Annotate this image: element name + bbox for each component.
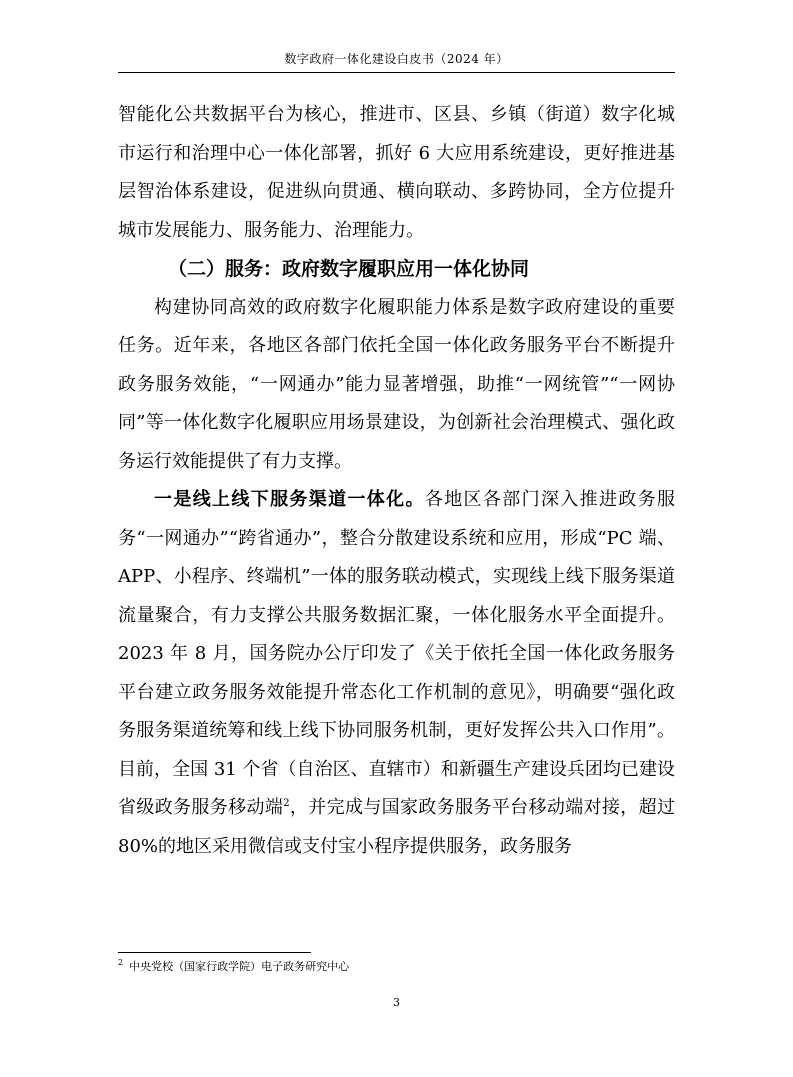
page-number: 3 [393,996,400,1009]
paragraph-channels [118,481,675,866]
running-header: 数字政府一体化建设白皮书（2024 年） [284,52,509,66]
footnote-number: 2 [118,958,124,968]
footnote-text: 中央党校（国家行政学院）电子政务研究中心 [129,960,350,973]
paragraph-intro: 构建协同高效的政府数字化履职能力体系是数字政府建设的重要任务。近年来，各地区各部门依托全国一体化政务服务平台不断提升政务服务效能，“一网通办”能力显著增强，助推“一网统管”“一网协同”等一体化数字化履职应用场景建设，为创新社会治理模式、强化政务运行效能提供了有力支撑。 [118,296,675,472]
body-text [118,96,675,866]
footnote-reference[interactable]: 2 [283,798,290,809]
footnote [118,960,675,974]
paragraph-tail: ，并完成与国家政务服务平台移动端对接，超过 80%的地区采用微信或支付宝小程序提供服务，政务服务 [118,797,675,857]
footnote-divider [118,952,311,953]
paragraph-continuation: 智能化公共数据平台为核心，推进市、区县、乡镇（街道）数字化城市运行和治理中心一体化部署，抓好 6 大应用系统建设，更好推进基层智治体系建设，促进纵向贯通、横向联动、多跨协同，全方位提升城市发展能力、服务能力、治理能力。 [118,104,675,241]
section-heading: （二）服务：政府数字履职应用一体化协同 [168,258,530,280]
paragraph-body: 各地区各部门深入推进政务服务“一网通办”“跨省通办”，整合分散建设系统和应用，形成“PC 端、APP、小程序、终端机”一体的服务联动模式，实现线上线下服务渠道流量聚合，有力支撑公共服务数据汇聚，一体化服务水平全面提升。2023 年 8 月，国务院办公厅印发了《关于依托全国一体化政务服务平台建立政务服务效能提升常态化工作机制的意见》，明确要“强化政务服务渠道统筹和线上线下协同服务机制，更好发挥公共入口作用”。目前，全国 31 个省（自治区、直辖市）和新疆生产建设兵团均已建设省级政务服务移动端 [118,489,676,818]
header-divider [118,72,675,73]
paragraph-lead: 一是线上线下服务渠道一体化。 [154,489,425,510]
